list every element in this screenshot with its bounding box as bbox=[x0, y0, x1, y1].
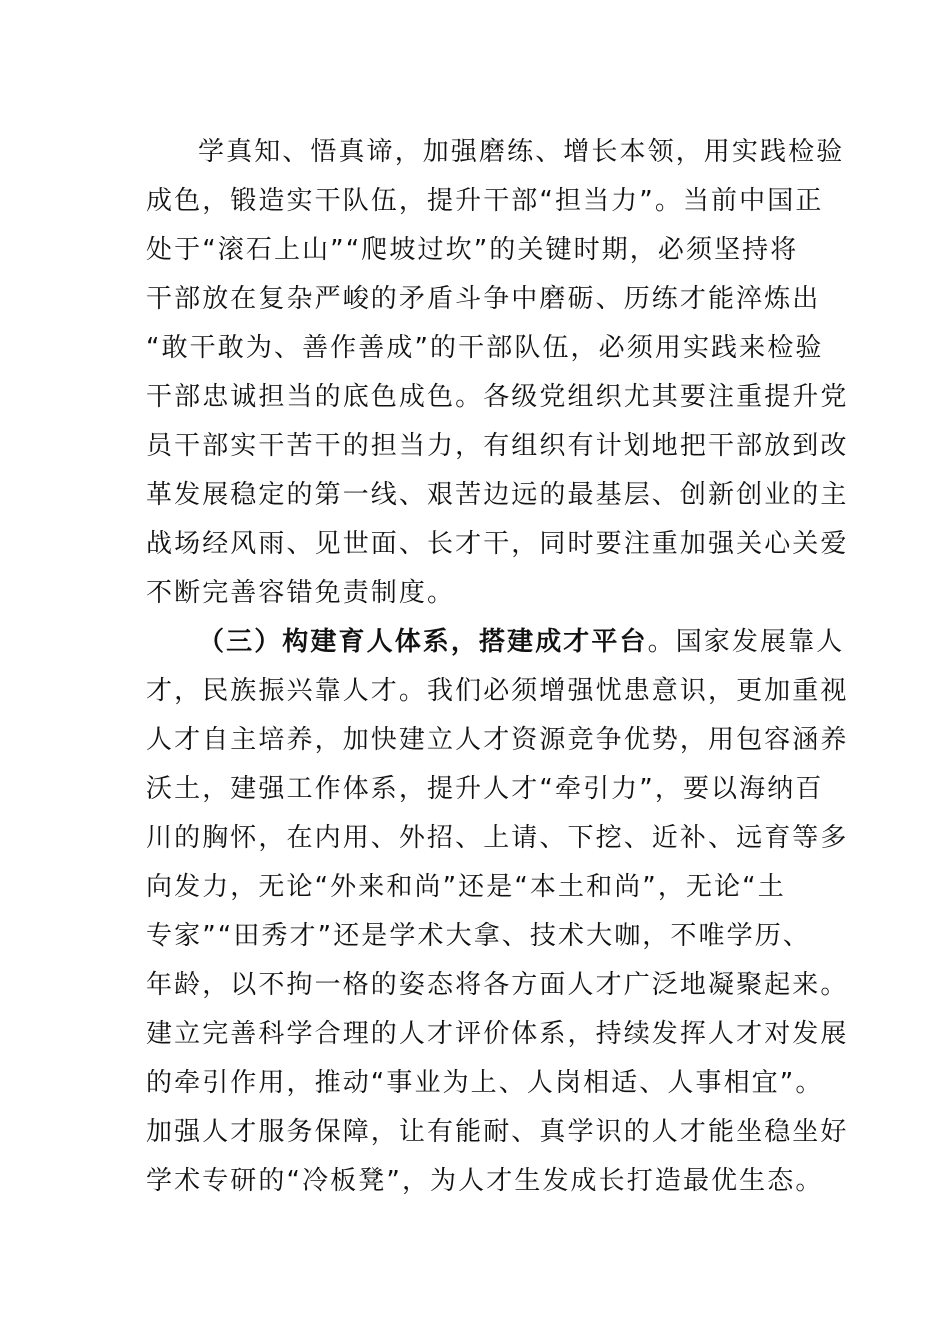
paragraph-2-line: 加强人才服务保障，让有能耐、真学识的人才能坐稳坐好 bbox=[146, 1117, 849, 1147]
body-text bbox=[146, 128, 849, 1206]
paragraph-1-line: 革发展稳定的第一线、艰苦边远的最基层、创新创业的主 bbox=[146, 480, 849, 510]
paragraph-2-line: 专家”“田秀才”还是学术大拿、技术大咖，不唯学历、 bbox=[146, 921, 811, 951]
paragraph-2-first-line bbox=[146, 618, 845, 667]
paragraph-1-line: 战场经风雨、见世面、长才干，同时要注重加强关心关爱 bbox=[146, 529, 849, 559]
section-heading-continuation: 。国家发展靠人 bbox=[647, 627, 845, 657]
paragraph-2-line: 向发力，无论“外来和尚”还是“本土和尚”，无论“土 bbox=[146, 872, 786, 902]
paragraph-1-line: 不断完善容错免责制度。 bbox=[146, 578, 456, 608]
paragraph-1-line: 处于“滚石上山”“爬坡过坎”的关键时期，必须坚持将 bbox=[146, 235, 799, 265]
paragraph-1-line: 干部忠诚担当的底色成色。各级党组织尤其要注重提升党 bbox=[146, 382, 849, 412]
paragraph-2-line: 才，民族振兴靠人才。我们必须增强忧患意识，更加重视 bbox=[146, 676, 849, 706]
paragraph-1-line: 成色，锻造实干队伍，提升干部“担当力”。当前中国正 bbox=[146, 186, 824, 216]
paragraph-2-line: 川的胸怀，在内用、外招、上请、下挖、近补、远育等多 bbox=[146, 823, 849, 853]
paragraph-1-line: “敢干敢为、善作善成”的干部队伍，必须用实践来检验 bbox=[146, 333, 824, 363]
paragraph-1-line: 员干部实干苦干的担当力，有组织有计划地把干部放到改 bbox=[146, 431, 849, 461]
paragraph-2-line: 的牵引作用，推动“事业为上、人岗相适、人事相宜”。 bbox=[146, 1068, 824, 1098]
paragraph-1-line: 学真知、悟真谛，加强磨练、增长本领，用实践检验 bbox=[198, 137, 845, 167]
paragraph-2-line: 建立完善科学合理的人才评价体系，持续发挥人才对发展 bbox=[146, 1019, 849, 1049]
paragraph-2-line: 年龄，以不拘一格的姿态将各方面人才广泛地凝聚起来。 bbox=[146, 970, 849, 1000]
section-heading: （三）构建育人体系，搭建成才平台 bbox=[198, 627, 648, 657]
paragraph-2-line: 沃土，建强工作体系，提升人才“牵引力”，要以海纳百 bbox=[146, 774, 824, 804]
paragraph-2-line: 人才自主培养，加快建立人才资源竞争优势，用包容涵养 bbox=[146, 725, 849, 755]
paragraph-1-line: 干部放在复杂严峻的矛盾斗争中磨砺、历练才能淬炼出 bbox=[146, 284, 821, 314]
paragraph-2-line: 学术专研的“冷板凳”，为人才生发成长打造最优生态。 bbox=[146, 1166, 824, 1196]
